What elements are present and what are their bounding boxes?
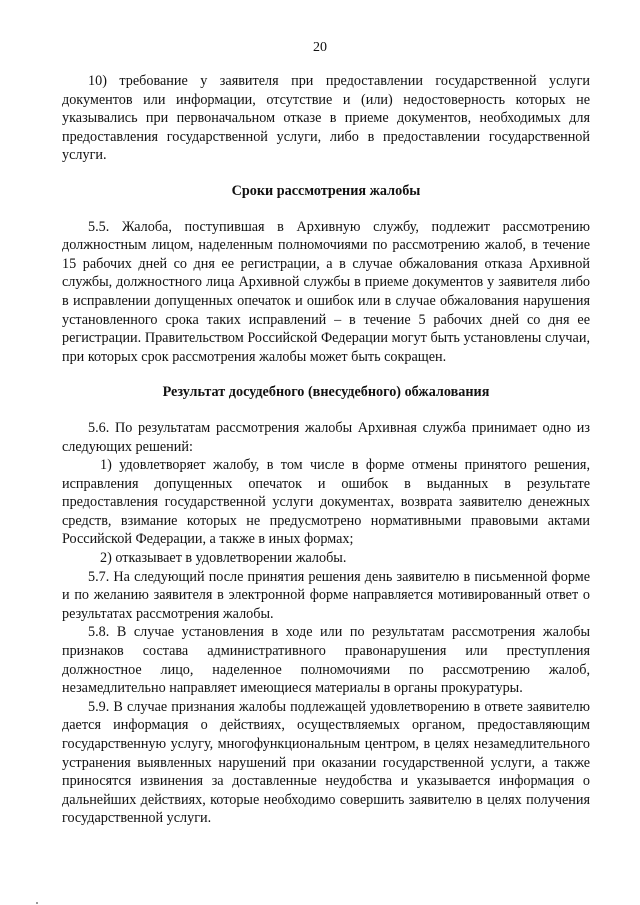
section-heading-result: Результат досудебного (внесудебного) обжалования [162, 384, 490, 401]
paragraph-5-7: 5.7. На следующий после принятия решения день заявителю в письменной форме и по желанию заявителя в электронной форме направляется мотивированный ответ о результатах рассмотрения жалобы. [62, 568, 590, 622]
scan-artifact-dot [36, 902, 38, 904]
paragraph-item-10: 10) требование у заявителя при предоставлении государственной услуги документов или информации, отсутствие и (или) недостоверность которых не указывались при первоначальном отказе в приеме документов, необходимых для предоставления государственной услуги, либо в предоставлении государственной услуги. [62, 73, 590, 164]
paragraph-5-8: 5.8. В случае установления в ходе или по результатам рассмотрения жалобы признаков состава административного правонарушения или преступления должностное лицо, наделенное полномочиями по рассмотрению жалоб, незамедлительно направляет имеющиеся материалы в органы прокуратуры. [62, 624, 590, 697]
page-number: 20 [313, 40, 327, 55]
document-body [62, 72, 590, 828]
paragraph-5-9: 5.9. В случае признания жалобы подлежащей удовлетворению в ответе заявителю дается информация о действиях, осуществляемых органом, предоставляющим государственную услугу, многофункциональным центром, в целях незамедлительного устранения выявленных нарушений при оказании государственной услуги, а также приносятся извинения за доставленные неудобства и указывается информация о дальнейших действиях, которые необходимо совершить заявителю в целях получения государственной услуги. [62, 698, 590, 827]
paragraph-5-6: 5.6. По результатам рассмотрения жалобы Архивная служба принимает одно из следующих решений: [62, 419, 590, 455]
paragraph-5-5: 5.5. Жалоба, поступившая в Архивную службу, подлежит рассмотрению должностным лицом, наделенным полномочиями по рассмотрению жалоб, в течение 15 рабочих дней со дня ее регистрации, а в случае обжалования отказа Архивной службы, должностного лица Архивной службы в приеме документов у заявителя либо в исправлении допущенных опечаток и ошибок или в случае обжалования нарушения установленного срока таких исправлений – в течение 5 рабочих дней со дня ее регистрации. Правительством Российской Федерации могут быть установлены случаи, при которых срок рассмотрения жалобы может быть сокращен. [62, 218, 590, 365]
list-item-decision-1: 1) удовлетворяет жалобу, в том числе в форме отмены принятого решения, исправления допущенных опечаток и ошибок в выданных в результате предоставления государственной услуги документах, возврата заявителю денежных средств, взимание которых не предусмотрено нормативными правовыми актами Российской Федерации, а также в иных формах; [62, 457, 590, 548]
section-heading-review-terms: Сроки рассмотрения жалобы [231, 182, 421, 199]
list-item-decision-2: 2) отказывает в удовлетворении жалобы. [100, 550, 347, 567]
